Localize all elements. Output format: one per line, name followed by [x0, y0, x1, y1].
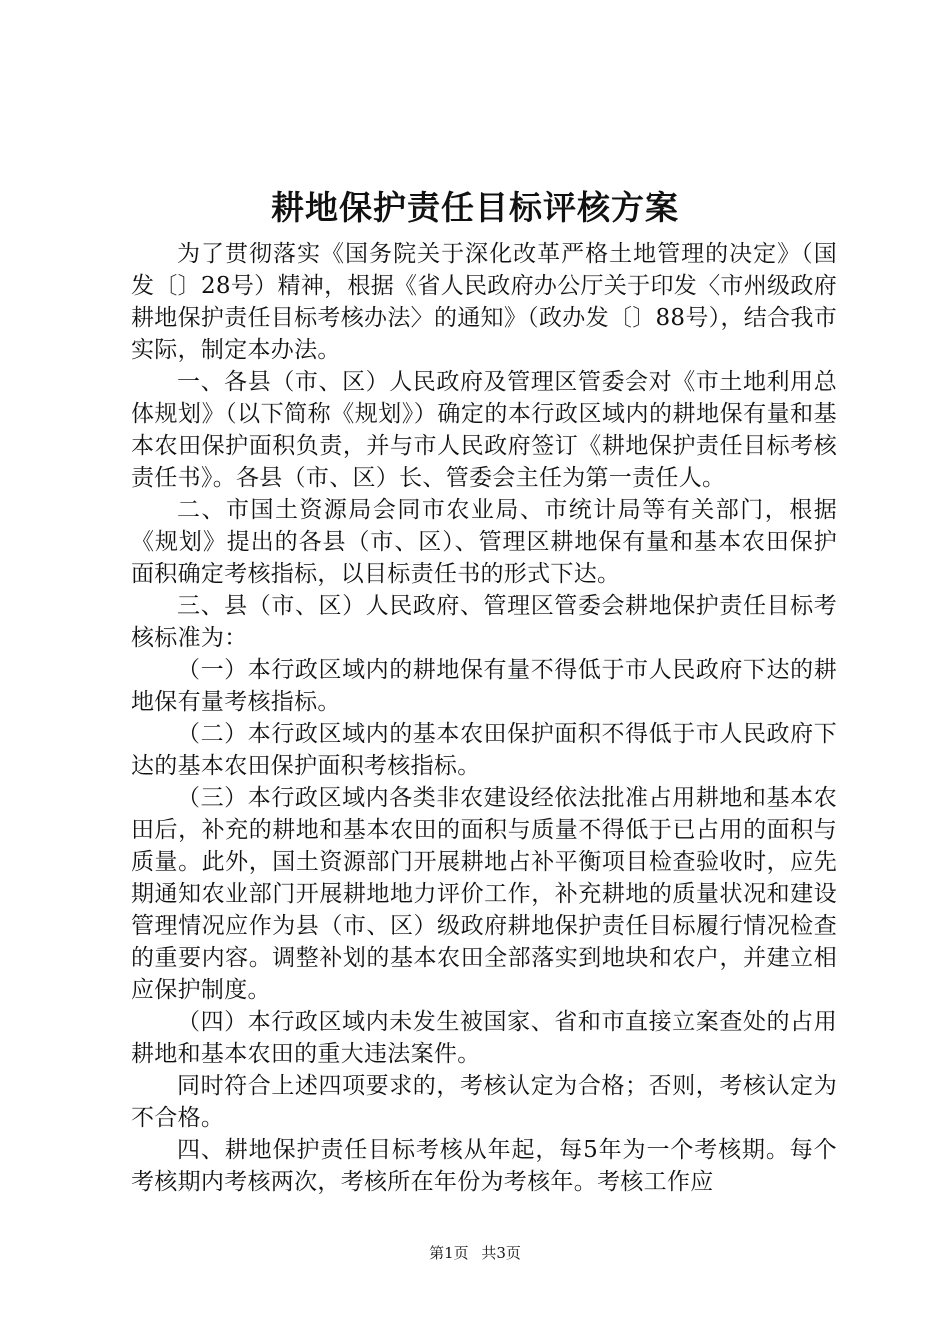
page-number: 第1页: [429, 1244, 469, 1262]
document-body: [131, 238, 837, 1198]
paragraph-item-2: （二）本行政区域内的基本农田保护面积不得低于市人民政府下达的基本农田保护面积考核指标。: [131, 721, 837, 779]
document-title: 耕地保护责任目标评核方案: [271, 188, 679, 227]
paragraph-section-3: 三、县（市、区）人民政府、管理区管委会耕地保护责任目标考核标准为：: [131, 593, 837, 651]
paragraph-section-2: 二、市国土资源局会同市农业局、市统计局等有关部门，根据《规划》提出的各县（市、区）、管理区耕地保有量和基本农田保护面积确定考核指标，以目标责任书的形式下达。: [131, 497, 837, 587]
paragraph-item-3: （三）本行政区域内各类非农建设经依法批准占用耕地和基本农田后，补充的耕地和基本农田的面积与质量不得低于已占用的面积与质量。此外，国土资源部门开展耕地占补平衡项目检查验收时，应先期通知农业部门开展耕地地力评价工作，补充耕地的质量状况和建设管理情况应作为县（市、区）级政府耕地保护责任目标履行情况检查的重要内容。调整补划的基本农田全部落实到地块和农户，并建立相应保护制度。: [131, 785, 837, 1003]
paragraph-item-4: （四）本行政区域内未发生被国家、省和市直接立案查处的占用耕地和基本农田的重大违法案件。: [131, 1009, 837, 1067]
paragraph-section-4: 四、耕地保护责任目标考核从年起，每5年为一个考核期。每个考核期内考核两次，考核所在年份为考核年。考核工作应: [131, 1137, 837, 1195]
paragraph-intro: 为了贯彻落实《国务院关于深化改革严格土地管理的决定》（国发〔〕28号）精神，根据《省人民政府办公厅关于印发〈市州级政府耕地保护责任目标考核办法〉的通知》（政办发〔〕88号），结合我市实际，制定本办法。: [131, 241, 837, 363]
paragraph-item-1: （一）本行政区域内的耕地保有量不得低于市人民政府下达的耕地保有量考核指标。: [131, 657, 837, 715]
page-footer: [0, 1243, 950, 1263]
page-total: 共3页: [481, 1244, 521, 1262]
paragraph-section-1: 一、各县（市、区）人民政府及管理区管委会对《市土地利用总体规划》（以下简称《规划》）确定的本行政区域内的耕地保有量和基本农田保护面积负责，并与市人民政府签订《耕地保护责任目标考核责任书》。各县（市、区）长、管委会主任为第一责任人。: [131, 369, 837, 491]
paragraph-conclusion: 同时符合上述四项要求的，考核认定为合格；否则，考核认定为不合格。: [131, 1073, 837, 1131]
